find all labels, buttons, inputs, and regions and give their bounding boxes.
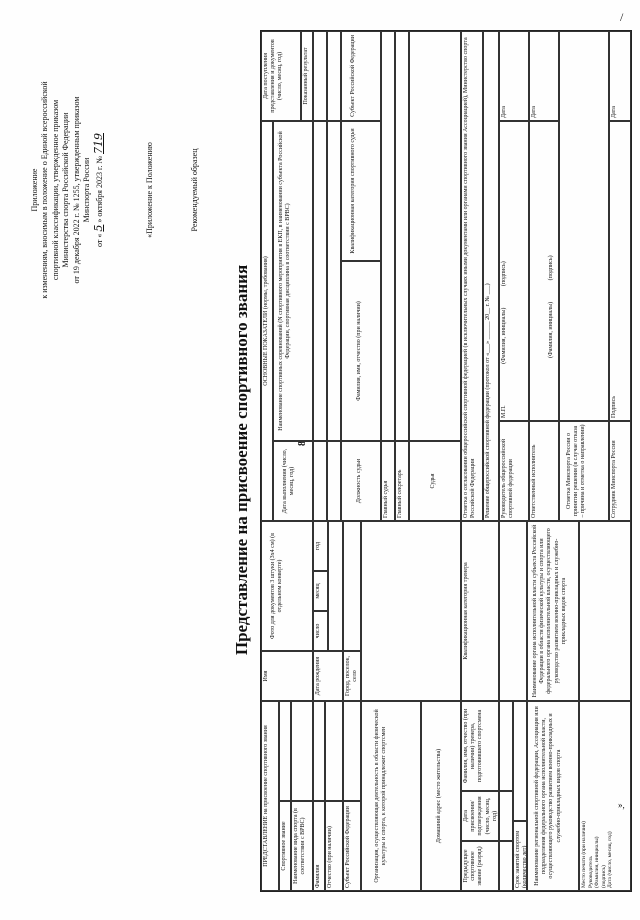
- org-field[interactable]: [361, 521, 461, 701]
- date-day: 5: [92, 224, 106, 232]
- header-line: Министерства спорта Российской Федерации: [61, 112, 71, 268]
- side-mark: »,: [618, 800, 625, 810]
- term-field[interactable]: [513, 701, 527, 821]
- competition-field[interactable]: [313, 121, 327, 441]
- form-header: ПРЕДСТАВЛЕНИЕ на присвоение спортивного звания: [261, 701, 279, 891]
- date-label: Дата: [499, 31, 529, 121]
- sport-title-field[interactable]: [279, 701, 291, 801]
- coach-cat-label: Квалификационная категория тренера: [461, 521, 499, 701]
- region-label: Субъект Российской Федерации: [343, 801, 361, 891]
- blank-cell[interactable]: [327, 441, 341, 521]
- patronymic-label: Отчество (при наличии): [325, 801, 343, 891]
- term-label: Срок занятий спортом (количество лет): [513, 821, 527, 891]
- signature-label: (подпись): [600, 865, 607, 888]
- corner-mark: /: [620, 10, 624, 24]
- order-number: 719: [92, 133, 106, 154]
- federation-decision: Решение общероссийской спортивной федерации (протокол от «___» ______ 20__ г. № ___): [483, 31, 499, 521]
- fed-head-label: Руководитель общероссийской спортивной федерации: [499, 421, 529, 521]
- ministry-note: Отметка Минспорта России о принятии решения (в случае отказа – причина и отметка о направлении): [559, 421, 609, 521]
- surname-field[interactable]: [313, 701, 325, 801]
- date-label: Дата: [529, 31, 559, 121]
- sample-label: Рекомендуемый образец: [190, 148, 199, 232]
- fio-sign-label: (Фамилия, инициалы): [594, 836, 601, 888]
- page-title: Представление на присвоение спортивного звания: [232, 264, 251, 656]
- judge-region-label: Субъект Российской Федерации: [341, 31, 381, 121]
- stamp-place-label: Место печати (при наличии): [581, 821, 587, 888]
- blank-cell[interactable]: [327, 121, 341, 441]
- chief-judge-field[interactable]: [381, 31, 395, 441]
- org-head-signature[interactable]: [579, 701, 631, 891]
- prev-title-label: Предыдущее спортивное звание (разряд): [461, 841, 499, 891]
- chief-secretary-field[interactable]: [395, 31, 409, 441]
- mp-label: М.П.: [501, 405, 507, 418]
- prev-title-field[interactable]: [499, 841, 513, 891]
- city-label: Город, поселок, село: [343, 651, 361, 701]
- appendix-header: [30, 40, 107, 340]
- patronymic-field[interactable]: [325, 701, 343, 801]
- year-label: год: [313, 521, 328, 571]
- org-label: Организация, осуществляющая деятельность в области физической культуры и спорта, к которой принадлежит спортсмен: [361, 701, 421, 891]
- responsible-sign[interactable]: [529, 121, 559, 421]
- representation-form: [260, 30, 632, 892]
- date-label: Дата: [609, 31, 631, 121]
- header-line: к изменениям, вносимым в положение о Единой всероссийской: [40, 81, 50, 299]
- month-label: месяц: [313, 571, 328, 611]
- day-label: число: [313, 611, 328, 651]
- prev-date-label: Дата присвоения/ подтверждения (число, месяц, год): [461, 791, 499, 841]
- approval-note: Отметка о согласовании общероссийской спортивной федерацией (в исключительных случаях иными документами или органами спортивного звания Ассоциацией), Министерство спорта Российской Федерации: [461, 31, 483, 521]
- sign-label: Подпись: [609, 121, 631, 421]
- received-date-label: Дата поступления представления и документов (число, месяц, год): [261, 31, 301, 121]
- prev-date-field[interactable]: [499, 791, 513, 841]
- chief-judge-label: Главный судья: [381, 441, 395, 521]
- date-done-field[interactable]: [313, 441, 327, 521]
- surname-label: Фамилия: [313, 801, 325, 891]
- coach-cat-field[interactable]: [499, 521, 527, 701]
- exec-body-label: Наименование органа исполнительной власти субъекта Российской Федерации в области физической культуры и спорта или федерального органа исполнительной власти, осуществляющего руководство развитием военно-прикладных и служебно-прикладных видов спорта: [527, 521, 579, 701]
- ministry-note-field[interactable]: [559, 31, 609, 421]
- birth-date-field[interactable]: [328, 521, 343, 651]
- coach-title-label: Фамилия, имя, отчество (при наличии) тренера, подготовившего спортсмена: [461, 701, 499, 791]
- order-date-line: [92, 40, 106, 340]
- header-line: Приложение: [30, 168, 39, 212]
- competition-label: Наименование спортивных соревнований (N спортивного мероприятия в ЕКП, в наименовании субъекта Российской Федерации, спортивная дисциплина в соответствии с ВРВС): [273, 121, 313, 441]
- result-label: Показанный результат: [301, 31, 313, 121]
- head-label: Руководитель: [587, 856, 594, 888]
- chief-secretary-label: Главный секретарь: [395, 441, 409, 521]
- responsible-label: Ответственный исполнитель: [529, 421, 559, 521]
- sport-title-label: Спортивное звание: [279, 801, 291, 891]
- region-field[interactable]: [343, 701, 361, 801]
- rotated-page: [20, 20, 640, 900]
- header-line: Минспорта России: [81, 157, 91, 223]
- sport-name-field[interactable]: [291, 701, 313, 801]
- judge-field[interactable]: [409, 31, 461, 441]
- name-label: Имя: [261, 651, 313, 701]
- judge-label: Судья: [409, 441, 461, 521]
- date-small-label: Дата (число, месяц, год): [607, 831, 614, 888]
- city-field[interactable]: [343, 521, 361, 651]
- header-line: от 19 декабря 2022 г. № 1255, утвержденным приказом: [71, 96, 81, 284]
- judge-cat-label: Квалификационная категория спортивного судьи: [341, 121, 381, 261]
- birth-date-label: Дата рождения: [313, 651, 343, 701]
- address-label: Домашний адрес (место жительства): [421, 701, 461, 891]
- result-field[interactable]: [313, 31, 327, 121]
- judge-fio-label: Фамилия, имя, отчество (при наличии): [341, 261, 381, 441]
- coach-field[interactable]: [499, 701, 513, 791]
- signature-label: (подпись): [548, 255, 554, 281]
- date-mid: » октября 2023 г. №: [95, 156, 105, 223]
- fed-head-sign[interactable]: [499, 121, 529, 421]
- ministry-officer: Сотрудник Минспорта России: [609, 421, 631, 521]
- date-prefix: от «: [95, 233, 105, 248]
- blank-cell[interactable]: [327, 31, 341, 121]
- signature-label: (подпись): [501, 261, 507, 287]
- fio-sign-label: (Фамилия, инициалы): [548, 301, 554, 358]
- sport-name-label: Наименование вида спорта (в соответствии с ВРВС): [291, 801, 313, 891]
- appendix-label: «Приложение к Положению: [145, 142, 154, 238]
- judge-pos-label: Должность судьи: [341, 441, 381, 521]
- photo-label: Фото для документов 3 штуки (3х4 см) (в отдельном конверте): [261, 521, 313, 651]
- date-done-label: Дата выполнения (число, месяц, год): [273, 441, 313, 521]
- main-indicators-header: ОСНОВНЫЕ ПОКАЗАТЕЛИ (нормы, требования): [261, 121, 273, 521]
- exec-body-signature[interactable]: [579, 521, 631, 701]
- page-number: 8: [297, 441, 308, 446]
- fio-sign-label: (Фамилия, инициалы): [501, 307, 507, 364]
- header-line: спортивной классификации, утвержденное приказом: [50, 99, 60, 281]
- org-head-label: Наименование региональной спортивной федерации, Ассоциация или подразделения федерального органа исполнительной власти, осуществляющего руководство развитием военно-прикладных и служебно-прикладных видов спорта: [527, 701, 579, 891]
